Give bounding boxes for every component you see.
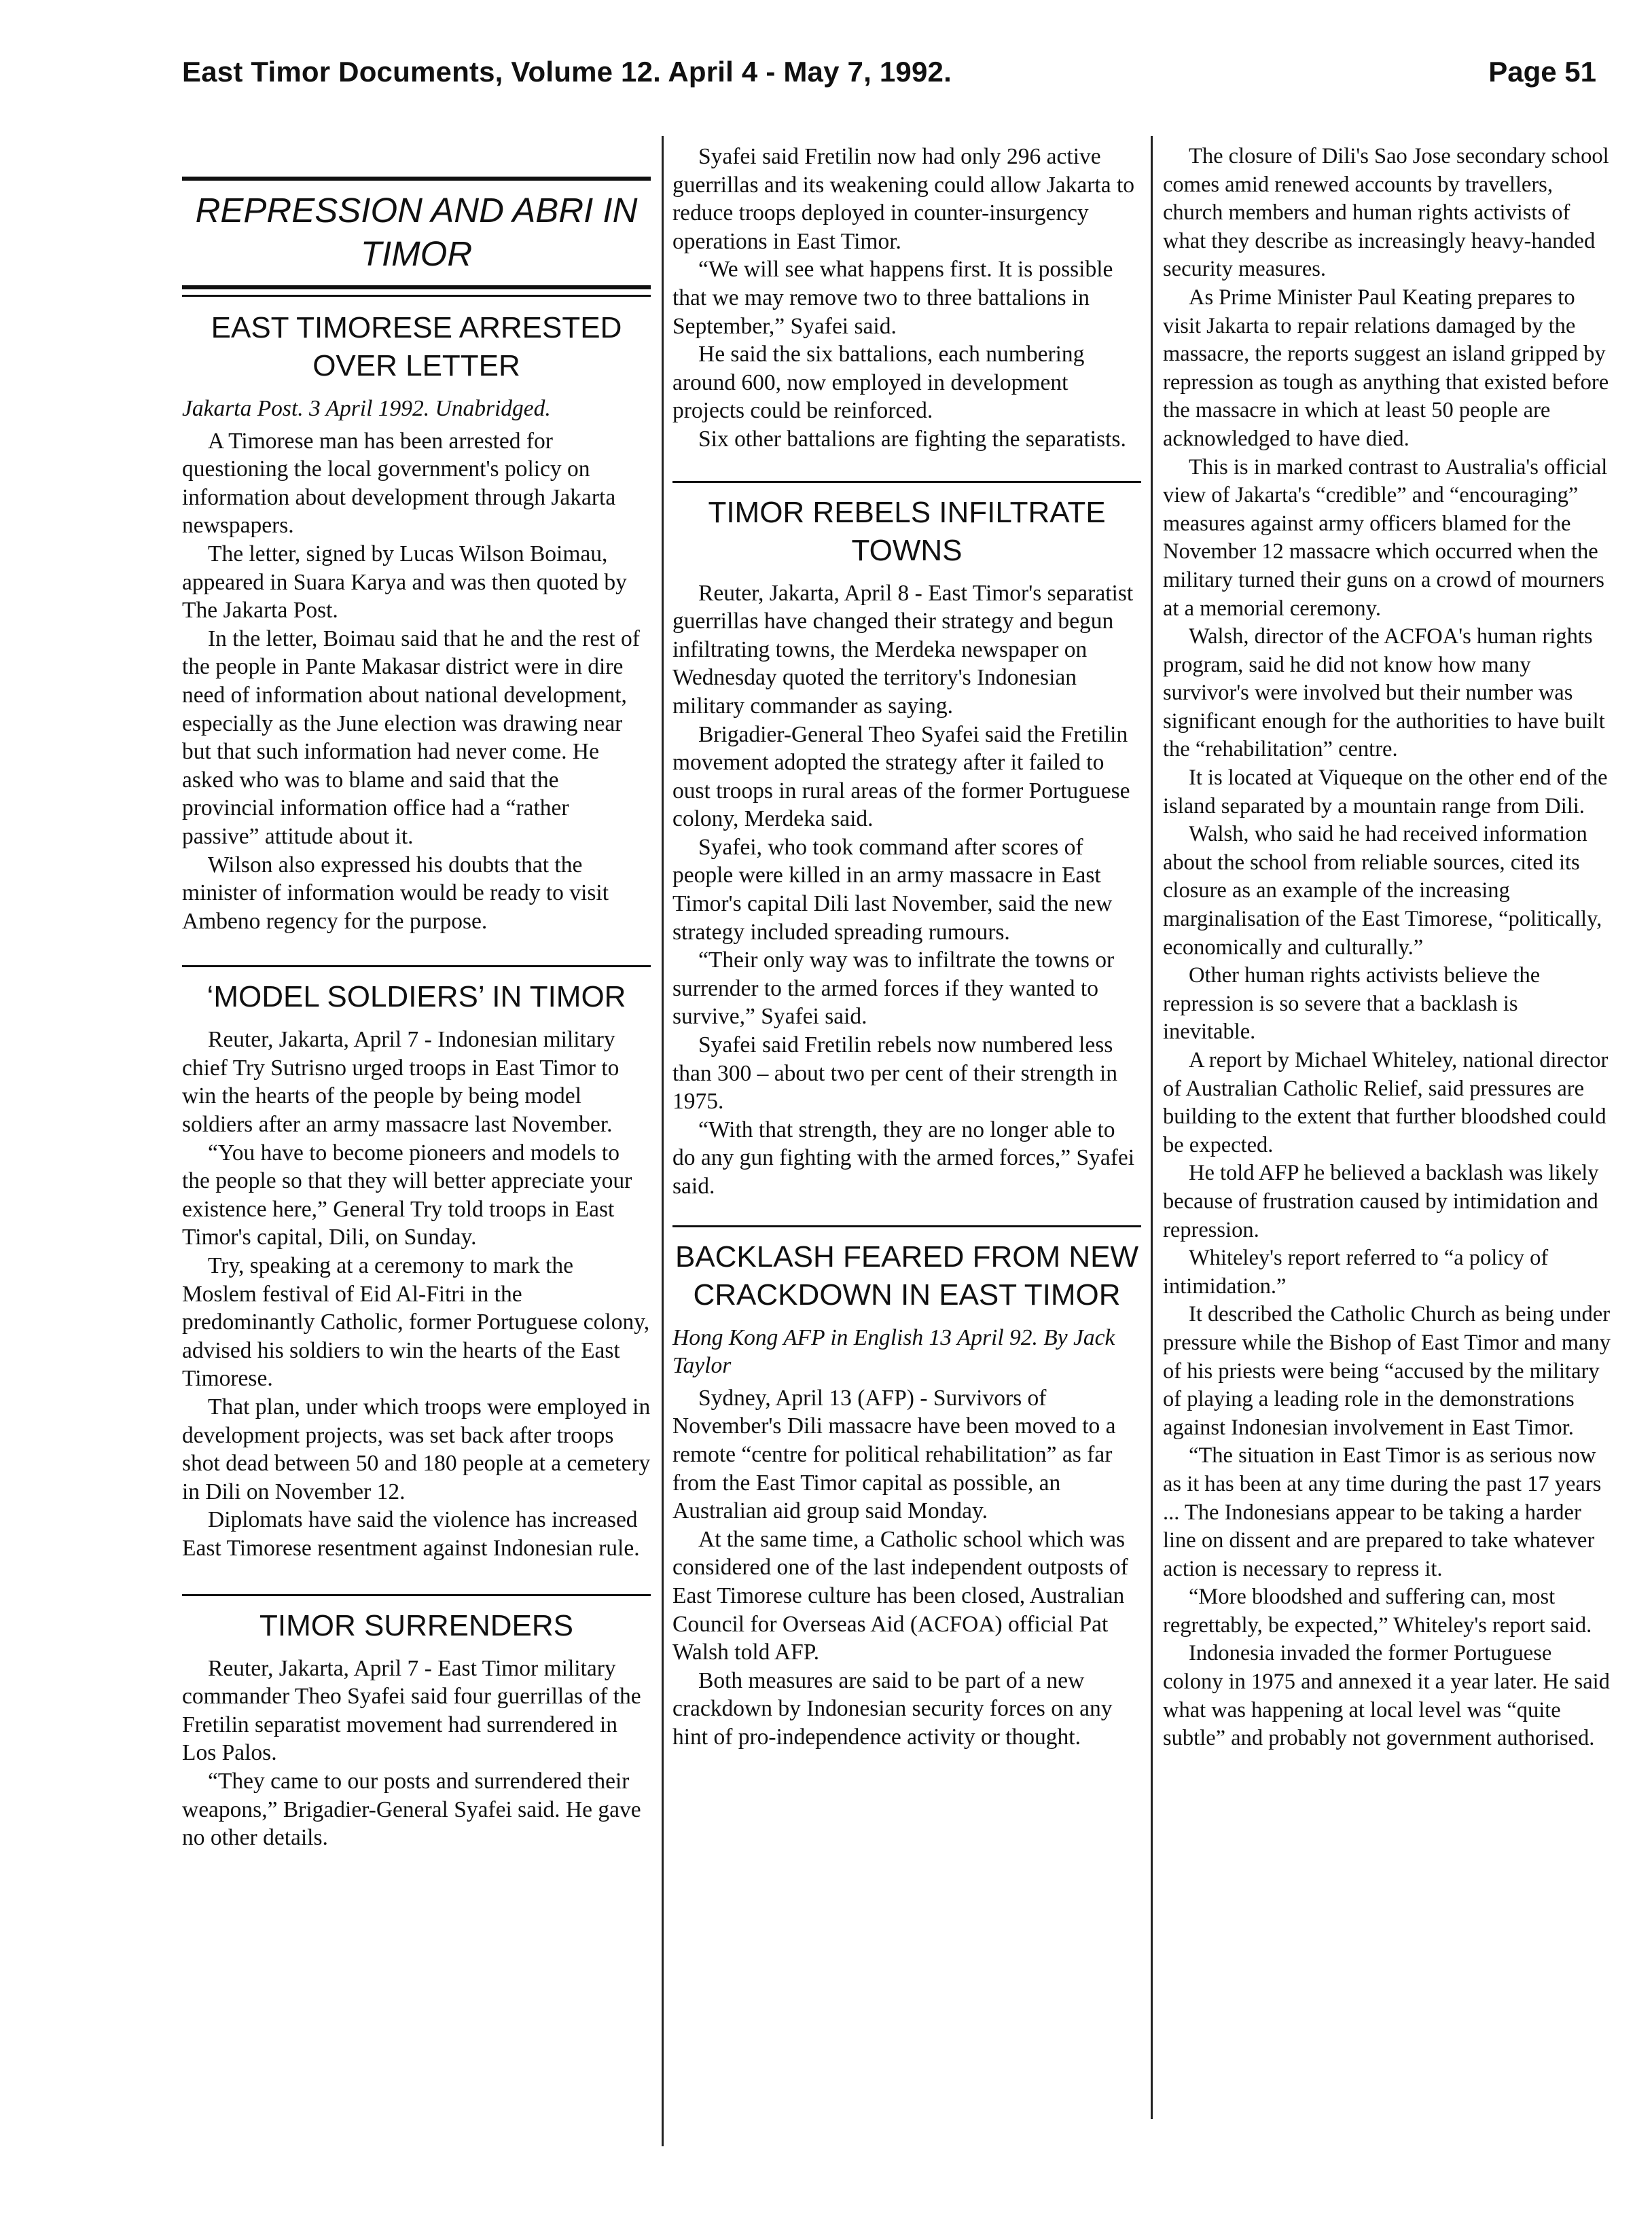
paragraph: “You have to become pioneers and models to the people so that they will better appreciate your existence here,” General Try told troops in East Timor's capital, Dili, on Sunday.: [182, 1140, 632, 1250]
paragraph: Wilson also expressed his doubts that the minister of information would be ready to visit Ambeno regency for the purpose.: [182, 852, 609, 934]
paragraph: In the letter, Boimau said that he and the rest of the people in Pante Makasar district were in dire need of information about national development, especially as the June election was drawing near but that such information had never come. He asked who was to blame and said that the provincial information office had a “rather passive” attitude about it.: [182, 626, 640, 849]
article-rule: [672, 1225, 1141, 1227]
paragraph: “Their only way was to infiltrate the towns or surrender to the armed forces if they wanted to survive,” Syafei said.: [672, 947, 1115, 1030]
headline-model-soldiers: ‘MODEL SOLDIERS’ IN TIMOR: [206, 980, 626, 1014]
paragraph: Brigadier-General Theo Syafei said the Fretilin movement adopted the strategy after it failed to oust troops in rural areas of the former Portuguese colony, Merdeka said.: [672, 721, 1130, 832]
paragraph: It described the Catholic Church as being under pressure while the Bishop of East Timor and many of his priests were being “accused by the military of playing a leading role in the demonstrations against Indonesian involvement in East Timor.: [1163, 1302, 1611, 1440]
paragraph: Both measures are said to be part of a new crackdown by Indonesian security forces on any hint of pro-independence activity or thought.: [672, 1667, 1113, 1750]
paragraph: Indonesia invaded the former Portuguese colony in 1975 and annexed it a year later. He said what was happening at local level was “quite subtle” and probably not government authorised.: [1163, 1641, 1610, 1751]
section-rule: [182, 285, 651, 289]
article-rule: [182, 1594, 651, 1596]
article-source: Hong Kong AFP in English 13 April 92. By Jack Taylor: [672, 1324, 1115, 1379]
paragraph: Diplomats have said the violence has increased East Timorese resentment against Indonesian rule.: [182, 1507, 640, 1561]
column-1: [182, 136, 651, 1852]
paragraph: Syafei, who took command after scores of people were killed in an army massacre in East Timor's capital Dili last November, said the new strategy included spreading rumours.: [672, 834, 1113, 945]
paragraph: Sydney, April 13 (AFP) - Survivors of November's Dili massacre have been moved to a remote “centre for political rehabilitation” as far from the East Timor capital as possible, an Australian aid group said Monday.: [672, 1385, 1116, 1524]
paragraph: This is in marked contrast to Australia's official view of Jakarta's “credible” and “encouraging” measures against army officers blamed for the November 12 massacre which occurred when the military turned their guns on a crowd of mourners at a memorial ceremony.: [1163, 454, 1608, 621]
paragraph: The letter, signed by Lucas Wilson Boimau, appeared in Suara Karya and was then quoted by The Jakarta Post.: [182, 541, 627, 624]
paragraph: “The situation in East Timor is as serious now as it has been at any time during the past 17 years ... The Indonesians appear to be taking a harder line on dissent and are prepared to take whatever action is necessary to repress it.: [1163, 1443, 1602, 1581]
paragraph: That plan, under which troops were employed in development projects, was set back after troops shot dead between 50 and 180 people at a cemetery in Dili on November 12.: [182, 1394, 651, 1504]
paragraph: A report by Michael Whiteley, national director of Australian Catholic Relief, said pressures are building to the extent that further bloodshed could be expected.: [1163, 1048, 1609, 1157]
paragraph: A Timorese man has been arrested for questioning the local government's policy on information about development through Jakarta newspapers.: [182, 428, 616, 539]
page-number: Page 51: [1488, 56, 1596, 88]
section-rule: [182, 177, 651, 181]
headline-timor-rebels: TIMOR REBELS INFILTRATE TOWNS: [708, 495, 1106, 567]
paragraph: Reuter, Jakarta, April 8 - East Timor's separatist guerrillas have changed their strategy and begun infiltrating towns, the Merdeka newspaper on Wednesday quoted the territory's Indonesian military commander as saying.: [672, 580, 1134, 719]
section-title: REPRESSION AND ABRI IN TIMOR: [195, 191, 638, 273]
paragraph: Other human rights activists believe the repression is so severe that a backlash is inevitable.: [1163, 963, 1541, 1045]
article-rule: [182, 295, 651, 297]
paragraph: “We will see what happens first. It is possible that we may remove two to three battalions in September,” Syafei said.: [672, 257, 1113, 339]
paragraph: Reuter, Jakarta, April 7 - East Timor military commander Theo Syafei said four guerrillas of the Fretilin separatist movement had surrendered in Los Palos.: [182, 1655, 641, 1766]
column-divider-right: [1151, 136, 1153, 2119]
paragraph: He told AFP he believed a backlash was likely because of frustration caused by intimidation and repression.: [1163, 1161, 1599, 1242]
paragraph: “They came to our posts and surrendered their weapons,” Brigadier-General Syafei said. He gave no other details.: [182, 1768, 641, 1851]
article-rule: [672, 481, 1141, 483]
article-source: Jakarta Post. 3 April 1992. Unabridged.: [182, 396, 551, 421]
paragraph: Whiteley's report referred to “a policy of intimidation.”: [1163, 1246, 1549, 1299]
paragraph: Try, speaking at a ceremony to mark the Moslem festival of Eid Al-Fitri in the predominantly Catholic, former Portuguese colony, advised his soldiers to win the hearts of the East Timorese.: [182, 1253, 650, 1392]
column-3: [1163, 136, 1611, 1753]
paragraph: Walsh, who said he had received information about the school from reliable sources, cited its closure as an example of the increasing marginalisation of the East Timorese, “politically, economically and culturally.”: [1163, 822, 1602, 960]
paragraph: It is located at Viqueque on the other end of the island separated by a mountain range from Dili.: [1163, 765, 1608, 818]
paragraph: Six other battalions are fighting the separatists.: [698, 426, 1126, 452]
column-2: [672, 136, 1141, 1752]
headline-east-timorese-arrested: EAST TIMORESE ARRESTED OVER LETTER: [211, 311, 622, 382]
headline-backlash-feared: BACKLASH FEARED FROM NEW CRACKDOWN IN EAST TIMOR: [675, 1240, 1139, 1312]
column-divider-left: [662, 136, 664, 2146]
paragraph: At the same time, a Catholic school which was considered one of the last independent outposts of East Timorese culture has been closed, Australian Council for Overseas Aid (ACFOA) official Pat Walsh told AFP.: [672, 1526, 1128, 1665]
running-header: East Timor Documents, Volume 12. April 4 - May 7, 1992.: [182, 56, 952, 88]
paragraph: The closure of Dili's Sao Jose secondary school comes amid renewed accounts by travellers, church members and human rights activists of what they describe as increasingly heavy-handed security measures.: [1163, 144, 1609, 282]
paragraph: As Prime Minister Paul Keating prepares to visit Jakarta to repair relations damaged by the massacre, the reports suggest an island gripped by repression as tough as anything that existed before the massacre in which at least 50 people are acknowledged to have died.: [1163, 285, 1609, 451]
paragraph: Syafei said Fretilin now had only 296 active guerrillas and its weakening could allow Jakarta to reduce troops deployed in counter-insurgency operations in East Timor.: [672, 144, 1135, 254]
article-rule: [182, 965, 651, 967]
paragraph: Reuter, Jakarta, April 7 - Indonesian military chief Try Sutrisno urged troops in East Timor to win the hearts of the people by being model soldiers after an army massacre last November.: [182, 1027, 620, 1138]
paragraph: Walsh, director of the ACFOA's human rights program, said he did not know how many survivor's were involved but their number was significant enough for the authorities to have built the “rehabilitation” centre.: [1163, 624, 1605, 762]
paragraph: “More bloodshed and suffering can, most regrettably, be expected,” Whiteley's report said.: [1163, 1585, 1592, 1638]
paragraph: Syafei said Fretilin rebels now numbered less than 300 – about two per cent of their strength in 1975.: [672, 1032, 1117, 1115]
paragraph: “With that strength, they are no longer able to do any gun fighting with the armed forces,” Syafei said.: [672, 1117, 1135, 1199]
headline-timor-surrenders: TIMOR SURRENDERS: [259, 1608, 574, 1642]
paragraph: He said the six battalions, each numbering around 600, now employed in development projects could be reinforced.: [672, 342, 1085, 424]
